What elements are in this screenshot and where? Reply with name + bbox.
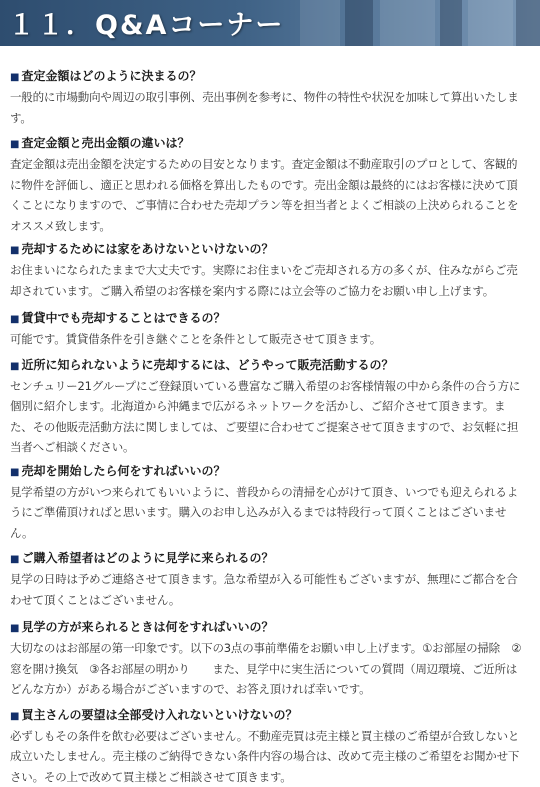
page-title: １１．Q&Aコーナー xyxy=(8,3,284,42)
question-text: 売却するためには家をあけないといけないの？ xyxy=(21,242,273,256)
faq-question xyxy=(0,309,540,329)
building-graphic xyxy=(300,0,340,46)
faq-item xyxy=(0,309,540,350)
question-text: 見学の方が来られるときは何をすればいいの？ xyxy=(21,620,273,634)
faq-question xyxy=(0,549,540,569)
question-text: 売却を開始したら何をすればいいの？ xyxy=(21,464,225,478)
bullet-icon: ■ xyxy=(10,245,19,256)
faq-item xyxy=(0,618,540,700)
faq-question xyxy=(0,67,540,87)
faq-answer: 見学希望の方がいつ来られてもいいように、普段からの清掃を心がけて頂き、いつでも迎えられるようにご準備頂ければと思います。購入のお申し込みが入るまでは特段行って頂くことはございません。 xyxy=(0,482,540,544)
bullet-icon: ■ xyxy=(10,139,19,150)
faq-item xyxy=(0,462,540,544)
faq-question xyxy=(0,356,540,376)
question-text: 賃貸中でも売却することはできるの？ xyxy=(21,311,225,325)
bullet-icon: ■ xyxy=(10,361,19,372)
faq-answer: お住まいになられたままで大丈夫です。実際にお住まいをご売却される方の多くが、住みながらご売却されています。ご購入希望のお客様を案内する際には立会等のご協力をお願い申し上げます。 xyxy=(0,260,540,301)
building-graphic xyxy=(516,0,540,46)
bullet-icon: ■ xyxy=(10,554,19,565)
faq-answer: 可能です。賃貸借条件を引き継ぐことを条件として販売させて頂きます。 xyxy=(0,329,540,350)
faq-question xyxy=(0,706,540,726)
building-graphic xyxy=(468,0,513,46)
question-text: 近所に知られないように売却するには、どうやって販売活動するの？ xyxy=(21,358,393,372)
question-text: ご購入希望者はどのように見学に来られるの？ xyxy=(21,551,273,565)
faq-list xyxy=(0,46,540,787)
faq-item xyxy=(0,549,540,610)
building-graphic xyxy=(345,0,373,46)
faq-answer: 大切なのはお部屋の第一印象です。以下の3点の事前準備をお願い申し上げます。①お部屋の掃除 ②窓を開け換気 ③各お部屋の明かり また、見学中に実生活についての質問（周辺環境、ご近所はどんな方か）がある場合がございますので、お答え頂ければ幸いです。 xyxy=(0,638,540,700)
bullet-icon: ■ xyxy=(10,72,19,83)
faq-item xyxy=(0,240,540,301)
faq-item xyxy=(0,67,540,128)
faq-answer: 査定金額は売出金額を決定するための目安となります。査定金額は不動産取引のプロとして、客観的に物件を評価し、適正と思われる価格を算出したものです。売出金額は最終的にはお客様に決めて頂くことになりますので、ご事情に合わせた売却プラン等を担当者とよくご相談の上決められることをオススメ致します。 xyxy=(0,154,540,236)
faq-question xyxy=(0,134,540,154)
bullet-icon: ■ xyxy=(10,314,19,325)
faq-answer: 一般的に市場動向や周辺の取引事例、売出事例を参考に、物件の特性や状況を加味して算出いたします。 xyxy=(0,87,540,128)
building-graphic xyxy=(380,0,435,46)
faq-answer: センチュリー21グループにご登録頂いている豊富なご購入希望のお客様情報の中から条件の合う方に個別に紹介します。北海道から沖縄まで広がるネットワークを活かし、ご紹介させて頂きます。また、その他販売活動方法に関しましては、ご要望に合わせてご提案させて頂きますので、お気軽に担当者へご相談ください。 xyxy=(0,376,540,458)
bullet-icon: ■ xyxy=(10,711,19,722)
faq-question xyxy=(0,618,540,638)
faq-item xyxy=(0,356,540,458)
question-text: 査定金額はどのように決まるの？ xyxy=(21,69,201,83)
faq-question xyxy=(0,462,540,482)
question-text: 買主さんの要望は全部受け入れないといけないの？ xyxy=(21,708,297,722)
bullet-icon: ■ xyxy=(10,623,19,634)
faq-answer: 見学の日時は予めご連絡させて頂きます。急な希望が入る可能性もございますが、無理にご都合を合わせて頂くことはございません。 xyxy=(0,569,540,610)
faq-item xyxy=(0,134,540,236)
building-graphic xyxy=(440,0,462,46)
bullet-icon: ■ xyxy=(10,467,19,478)
section-header xyxy=(0,0,540,46)
faq-answer: 必ずしもその条件を飲む必要はございません。不動産売買は売主様と買主様のご希望が合致しないと成立いたしません。売主様のご納得できない条件内容の場合は、改めて売主様のご希望をお聞かせ下さい。その上で改めて買主様とご相談させて頂きます。 xyxy=(0,726,540,787)
faq-question xyxy=(0,240,540,260)
question-text: 査定金額と売出金額の違いは？ xyxy=(21,136,189,150)
faq-item xyxy=(0,706,540,787)
